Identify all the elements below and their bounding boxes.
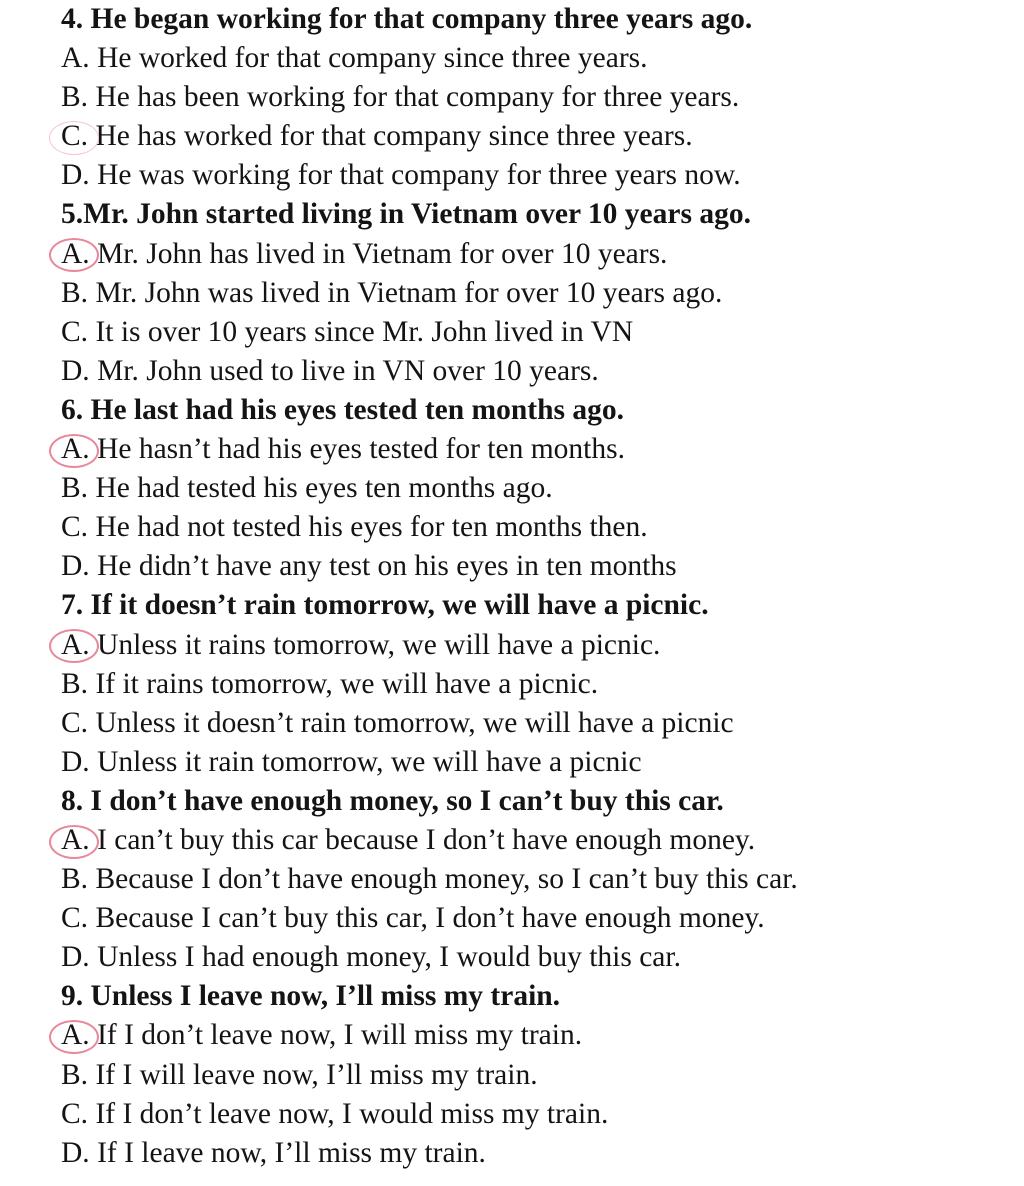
option-text: He has worked for that company since three years. — [88, 120, 693, 153]
question-9-stem: 9. Unless I leave now, I’ll miss my train. — [61, 980, 561, 1013]
option-text: Unless I had enough money, I would buy this car. — [89, 941, 681, 974]
option-text: He didn’t have any test on his eyes in ten months — [89, 550, 677, 583]
option-text: If I don’t leave now, I will miss my train. — [89, 1019, 583, 1052]
option-letter: C. — [61, 315, 89, 348]
question-4-option-b — [61, 78, 1016, 117]
option-text: He worked for that company since three years. — [89, 42, 648, 75]
option-letter: B. — [61, 863, 89, 896]
question-4-option-a — [61, 39, 1016, 78]
option-text: He has been working for that company for three years. — [88, 81, 740, 114]
question-5-option-b — [61, 274, 1016, 313]
option-text: It is over 10 years since Mr. John lived in VN — [88, 315, 634, 348]
option-text: Mr. John was lived in Vietnam for over 10 years ago. — [88, 276, 723, 309]
option-letter-text: A. — [61, 237, 90, 270]
option-text: Unless it doesn’t rain tomorrow, we will have a picnic — [88, 706, 734, 739]
option-text: Because I don’t have enough money, so I can’t buy this car. — [88, 863, 798, 896]
question-8-option-c — [61, 899, 1016, 938]
question-7-option-a — [61, 626, 1016, 665]
option-letter: B. — [61, 1058, 89, 1091]
question-5-option-a — [61, 235, 1016, 274]
question-9-option-c — [61, 1095, 1016, 1134]
option-letter: D. — [61, 1136, 90, 1169]
question-8-option-a — [61, 821, 1016, 860]
option-text: He was working for that company for three years now. — [89, 159, 741, 192]
question-6-stem: 6. He last had his eyes tested ten months ago. — [61, 393, 624, 426]
question-7-stem: 7. If it doesn’t rain tomorrow, we will have a picnic. — [61, 589, 709, 622]
question-7-option-b — [61, 665, 1016, 704]
option-text: Mr. John used to live in VN over 10 years. — [89, 354, 599, 387]
question-4-stem: 4. He began working for that company three years ago. — [61, 3, 753, 35]
question-6-option-c — [61, 508, 1016, 547]
option-text: Unless it rain tomorrow, we will have a picnic — [89, 745, 642, 778]
option-text: He hasn’t had his eyes tested for ten months. — [89, 433, 625, 466]
option-letter: B. — [61, 81, 89, 114]
option-letter: B. — [61, 667, 89, 700]
option-letter — [61, 117, 88, 156]
exercise-sheet — [61, 0, 1016, 1173]
option-letter: B. — [61, 276, 89, 309]
option-letter — [61, 821, 90, 860]
option-letter — [61, 430, 90, 469]
question-5-stem: 5.Mr. John started living in Vietnam over 10 years ago. — [61, 198, 751, 231]
question-6-option-b — [61, 469, 1016, 508]
option-letter — [61, 626, 90, 665]
option-letter-text: A. — [61, 1019, 90, 1052]
option-letter: D. — [61, 745, 90, 778]
question-8-stem: 8. I don’t have enough money, so I can’t buy this car. — [61, 784, 724, 817]
option-letter: D. — [61, 550, 90, 583]
option-letter-text: A. — [61, 823, 90, 856]
option-text: If I will leave now, I’ll miss my train. — [88, 1058, 538, 1091]
question-4-option-d — [61, 156, 1016, 195]
option-letter: B. — [61, 472, 89, 505]
option-letter — [61, 235, 90, 274]
option-text: He had not tested his eyes for ten months then. — [88, 511, 648, 544]
option-letter: A. — [61, 42, 90, 75]
question-6-option-d — [61, 547, 1016, 586]
question-9-option-a — [61, 1016, 1016, 1055]
question-7-option-c — [61, 704, 1016, 743]
option-letter: C. — [61, 902, 89, 935]
option-letter: C. — [61, 511, 89, 544]
question-4-option-c — [61, 117, 1016, 156]
option-text: If I don’t leave now, I would miss my train. — [88, 1097, 609, 1130]
question-5-option-c — [61, 313, 1016, 352]
question-7-option-d — [61, 743, 1016, 782]
option-letter-text: C. — [61, 120, 89, 153]
option-letter: D. — [61, 941, 90, 974]
option-text: Unless it rains tomorrow, we will have a picnic. — [89, 628, 661, 661]
option-letter-text: A. — [61, 628, 90, 661]
question-9-option-b — [61, 1056, 1016, 1095]
option-letter: D. — [61, 354, 90, 387]
option-text: Mr. John has lived in Vietnam for over 10 years. — [89, 237, 668, 270]
question-6-option-a — [61, 430, 1016, 469]
option-letter: C. — [61, 706, 89, 739]
option-text: If I leave now, I’ll miss my train. — [89, 1136, 486, 1169]
option-text: If it rains tomorrow, we will have a picnic. — [88, 667, 599, 700]
option-text: Because I can’t buy this car, I don’t have enough money. — [88, 902, 765, 935]
question-8-option-b — [61, 860, 1016, 899]
option-letter — [61, 1016, 90, 1055]
option-text: He had tested his eyes ten months ago. — [88, 472, 553, 505]
option-letter: D. — [61, 159, 90, 192]
option-letter: C. — [61, 1097, 89, 1130]
question-8-option-d — [61, 938, 1016, 977]
option-letter-text: A. — [61, 433, 90, 466]
question-9-option-d — [61, 1134, 1016, 1173]
question-5-option-d — [61, 352, 1016, 391]
option-text: I can’t buy this car because I don’t have enough money. — [89, 823, 756, 856]
